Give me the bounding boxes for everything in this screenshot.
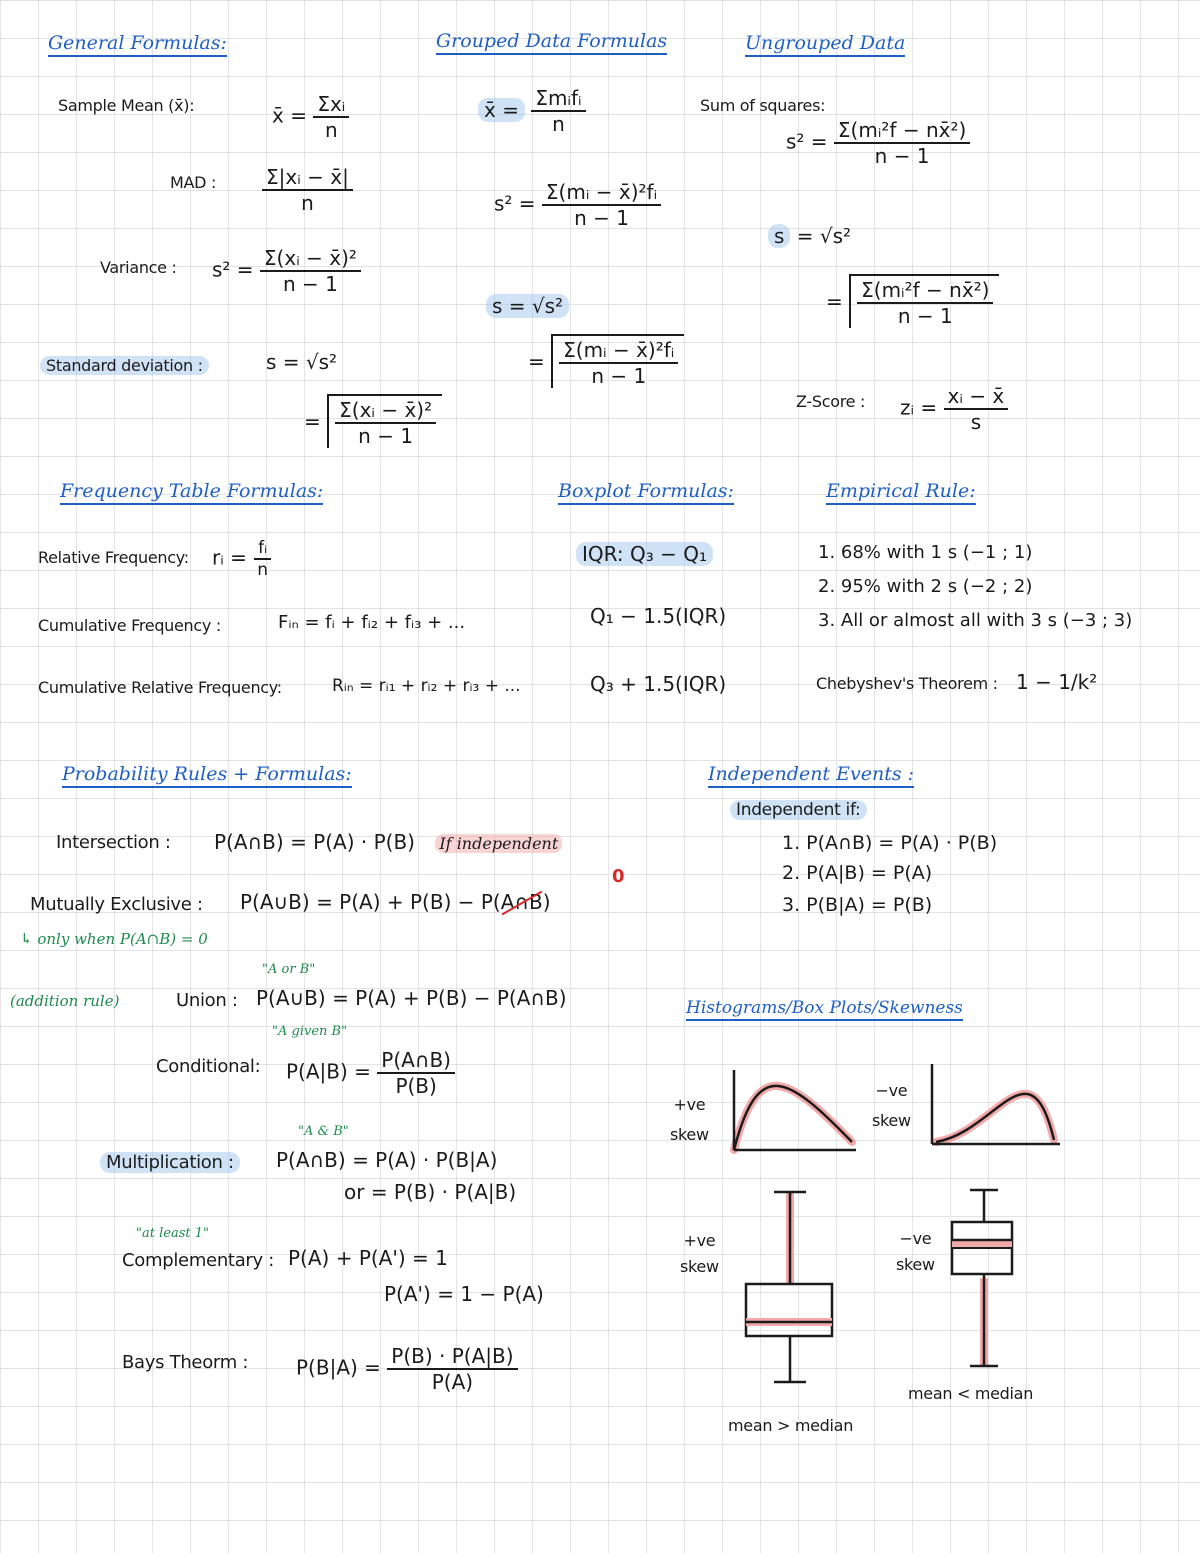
grouped-var-num: Σ(mᵢ − x̄)²fᵢ: [542, 180, 661, 206]
pos-box-label-1: +ve: [683, 1231, 716, 1250]
neg-box-label: [896, 1226, 935, 1278]
multiplication-label-text: Multiplication :: [100, 1152, 240, 1173]
variance-formula: [212, 246, 361, 296]
grouped-sd-lhs: [486, 294, 569, 318]
iqr-formula: [576, 542, 713, 566]
neg-hist-label-1: −ve: [875, 1081, 908, 1100]
skew-heading: Histograms/Box Plots/Skewness: [686, 998, 963, 1021]
lower-fence-formula: Q₁ − 1.5(IQR): [590, 604, 727, 628]
grouped-var-den: n − 1: [574, 206, 629, 230]
multiplication-quote: "A & B": [298, 1124, 349, 1139]
boxplot-heading: Boxplot Formulas:: [558, 480, 734, 505]
conditional-num: P(A∩B): [377, 1048, 455, 1074]
z-num: xᵢ − x̄: [944, 384, 1009, 410]
sd-eq: =: [304, 409, 321, 434]
cumulative-frequency-label: Cumulative Frequency :: [38, 616, 221, 635]
independent-heading: Independent Events :: [708, 763, 914, 788]
conditional-quote: "A given B": [272, 1024, 348, 1039]
sd-den: n − 1: [358, 424, 414, 448]
rel-lhs: rᵢ =: [212, 545, 247, 570]
sum-of-squares-label: Sum of squares:: [700, 96, 826, 115]
pos-hist-label: [670, 1090, 709, 1150]
grouped-var-formula: [494, 180, 661, 230]
positive-skew-curve: [734, 1086, 852, 1150]
bayes-lhs: P(B|A) =: [296, 1355, 381, 1380]
relative-frequency-formula: [212, 538, 272, 580]
rel-den: n: [257, 560, 269, 580]
positive-skew-boxplot: [740, 1188, 840, 1388]
neg-hist-label: [872, 1076, 911, 1136]
iqr-text: IQR: Q₃ − Q₁: [576, 542, 713, 566]
chebyshev-label: Chebyshev's Theorem :: [816, 674, 998, 693]
sd-lhs: s = √s²: [266, 350, 338, 374]
intersection-formula: [214, 830, 562, 854]
ungrouped-s-num: Σ(mᵢ²f − nx̄²): [857, 278, 993, 304]
mutex-zero: 0: [612, 866, 625, 887]
intersection-label: Intersection :: [56, 832, 171, 853]
pos-box-label-2: skew: [680, 1257, 719, 1276]
variance-lhs: s² =: [212, 257, 254, 282]
neg-hist-label-2: skew: [872, 1111, 911, 1130]
mad-label: MAD :: [170, 173, 217, 192]
grouped-mean-den: n: [552, 112, 565, 136]
sd-num: Σ(xᵢ − x̄)²: [335, 398, 436, 424]
cumulative-frequency-formula: Fᵢₙ = fᵢ + fᵢ₂ + fᵢ₃ + ...: [278, 612, 466, 633]
rel-num: fᵢ: [254, 538, 271, 560]
ungrouped-heading: Ungrouped Data: [745, 32, 905, 57]
sample-mean-num: Σxᵢ: [313, 92, 349, 118]
variance-label: Variance :: [100, 258, 177, 277]
variance-num: Σ(xᵢ − x̄)²: [260, 246, 361, 272]
grouped-sd-lhs-text: s = √s²: [486, 294, 569, 318]
grouped-heading: Grouped Data Formulas: [436, 30, 667, 55]
independent-sub: [730, 800, 867, 820]
independent-sub-text: Independent if:: [730, 800, 867, 820]
sample-mean-formula: [272, 92, 349, 142]
z-score-label: Z-Score :: [796, 392, 866, 411]
grouped-sd-num: Σ(mᵢ − x̄)²fᵢ: [559, 338, 678, 364]
ungrouped-s-line: [768, 224, 851, 248]
ss-den: n − 1: [874, 144, 930, 168]
conditional-formula: [286, 1048, 455, 1098]
pos-hist-label-2: skew: [670, 1125, 709, 1144]
union-quote: "A or B": [262, 962, 316, 977]
frequency-heading: Frequency Table Formulas:: [60, 480, 323, 505]
ungrouped-s-eq: =: [826, 289, 843, 314]
ungrouped-s-lhs: s: [768, 224, 790, 248]
grouped-mean-lhs: x̄ =: [478, 98, 525, 122]
grouped-sd-eq: =: [528, 349, 545, 374]
sample-mean-lhs: x̄ =: [272, 103, 307, 128]
neg-box-label-2: skew: [896, 1255, 935, 1274]
cumulative-relative-frequency-formula: Rᵢₙ = rᵢ₁ + rᵢ₂ + rᵢ₃ + ...: [332, 676, 521, 696]
z-den: s: [970, 410, 982, 434]
bayes-formula: [296, 1344, 518, 1394]
mad-num: Σ|xᵢ − x̄|: [262, 165, 353, 191]
bayes-label: Bays Theorm :: [122, 1352, 249, 1373]
mutex-expr: P(A∪B) = P(A) + P(B) − P(: [240, 890, 501, 914]
neg-caption: mean < median: [908, 1384, 1034, 1403]
independent-rule-3: 3. P(B|A) = P(B): [782, 894, 933, 916]
neg-box-label-1: −ve: [899, 1229, 932, 1248]
ungrouped-s-formula: [826, 274, 999, 328]
mutually-exclusive-label: Mutually Exclusive :: [30, 894, 203, 915]
grouped-var-lhs: s² =: [494, 191, 536, 216]
multiplication-alt: [344, 1180, 516, 1204]
intersection-note: If independent: [435, 834, 562, 853]
conditional-den: P(B): [395, 1074, 437, 1098]
empirical-rule-1: 1. 68% with 1 s (−1 ; 1): [818, 542, 1033, 563]
positive-skew-histogram: [728, 1066, 860, 1156]
complementary-quote: "at least 1": [136, 1226, 209, 1241]
negative-skew-boxplot: [944, 1186, 1020, 1374]
general-heading: General Formulas:: [48, 32, 227, 57]
z-score-formula: [900, 384, 1008, 434]
pos-box: [746, 1284, 832, 1336]
addition-rule-note: (addition rule): [10, 992, 120, 1010]
conditional-label: Conditional:: [156, 1056, 261, 1077]
mutually-exclusive-formula: [240, 890, 551, 914]
relative-frequency-label: Relative Frequency:: [38, 548, 189, 567]
sd-label: [40, 356, 209, 375]
pos-hist-label-1: +ve: [673, 1095, 706, 1114]
variance-den: n − 1: [282, 272, 338, 296]
independent-rule-1: 1. P(A∩B) = P(A) · P(B): [782, 832, 998, 854]
mad-den: n: [301, 191, 314, 215]
ungrouped-s-den: n − 1: [897, 304, 953, 328]
probability-heading: Probability Rules + Formulas:: [62, 763, 352, 788]
complementary-label: Complementary :: [122, 1250, 275, 1271]
independent-rule-2: 2. P(A|B) = P(A): [782, 862, 933, 884]
multiplication-label: [100, 1152, 240, 1173]
conditional-lhs: P(A|B) =: [286, 1059, 371, 1084]
pos-box-label: [680, 1228, 719, 1280]
sum-of-squares-formula: [786, 118, 970, 168]
bayes-den: P(A): [431, 1370, 474, 1394]
negative-skew-histogram: [926, 1060, 1066, 1150]
empirical-rule-3: 3. All or almost all with 3 s (−3 ; 3): [818, 610, 1133, 631]
grouped-sd-formula: [528, 334, 684, 388]
grouped-mean-num: Σmᵢfᵢ: [531, 86, 585, 112]
mad-formula: [262, 165, 353, 215]
intersection-expr: P(A∩B) = P(A) · P(B): [214, 830, 415, 854]
sd-label-text: Standard deviation :: [40, 356, 209, 375]
cumulative-relative-frequency-label: Cumulative Relative Frequency:: [38, 678, 282, 697]
mutex-struck-text: A∩B: [500, 890, 543, 914]
mutex-note: ↳ only when P(A∩B) = 0: [20, 930, 208, 948]
grouped-sd-den: n − 1: [591, 364, 647, 388]
mutex-close: ): [542, 890, 551, 914]
sd-formula: [304, 394, 442, 448]
sample-mean-den: n: [324, 118, 338, 142]
mutex-struck-term: [501, 890, 543, 914]
bayes-num: P(B) · P(A|B): [387, 1344, 517, 1370]
ungrouped-s-rhs: = √s²: [796, 224, 852, 248]
negative-skew-highlight: [936, 1094, 1054, 1142]
chebyshev-formula: 1 − 1/k²: [1016, 670, 1098, 694]
pos-caption: mean > median: [728, 1416, 854, 1435]
complementary-formula-1: P(A) + P(A') = 1: [288, 1246, 448, 1270]
multiplication-formula: P(A∩B) = P(A) · P(B|A): [276, 1148, 498, 1172]
z-lhs: zᵢ =: [900, 395, 938, 420]
grouped-mean-formula: [478, 86, 586, 136]
complementary-formula-2: P(A') = 1 − P(A): [384, 1282, 544, 1306]
ss-num: Σ(mᵢ²f − nx̄²): [834, 118, 970, 144]
union-formula: P(A∪B) = P(A) + P(B) − P(A∩B): [256, 986, 567, 1010]
upper-fence-formula: Q₃ + 1.5(IQR): [590, 672, 727, 696]
empirical-heading: Empirical Rule:: [826, 480, 976, 505]
empirical-rule-2: 2. 95% with 2 s (−2 ; 2): [818, 576, 1033, 597]
union-label: Union :: [176, 990, 238, 1011]
sample-mean-label: Sample Mean (x̄):: [58, 96, 195, 115]
ss-lhs: s² =: [786, 129, 828, 154]
multiplication-alt-text: or = P(B) · P(A|B): [344, 1180, 517, 1204]
positive-skew-highlight: [734, 1086, 852, 1150]
